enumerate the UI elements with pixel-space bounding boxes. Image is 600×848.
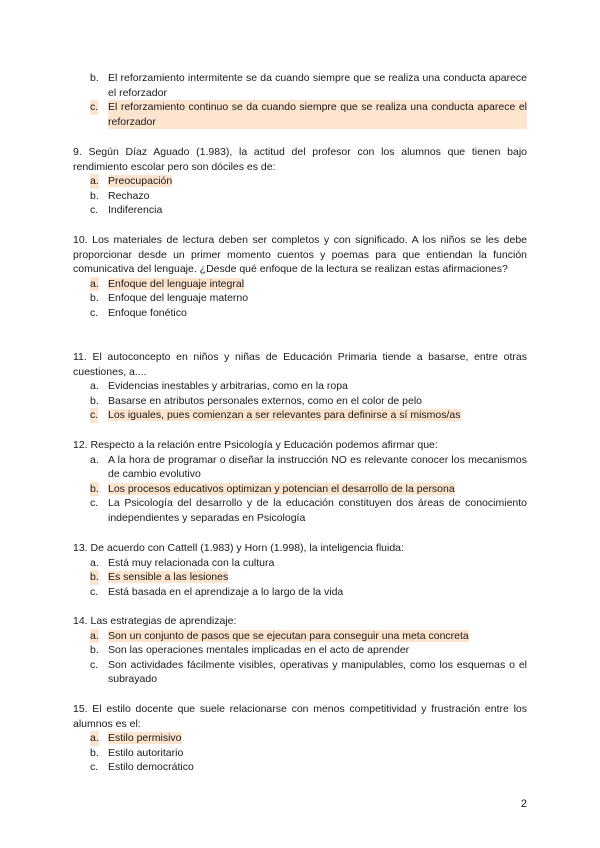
option-c-highlighted (73, 100, 527, 129)
option-text: Los iguales, pues comienzan a ser relevantes para definirse a sí mismos/as (108, 409, 461, 422)
option-a (73, 379, 527, 394)
option-b (73, 291, 527, 306)
option-b (73, 189, 527, 204)
option-letter: b. (90, 394, 99, 407)
option-text: Estilo democrático (108, 761, 194, 774)
question-text: 11. El autoconcepto en niños y niñas de Educación Primaria tiende a basarse, entre otras cuestiones, a.... (73, 351, 527, 378)
option-text: Enfoque del lenguaje materno (108, 292, 249, 305)
option-letter: b. (90, 72, 99, 84)
option-text: Son un conjunto de pasos que se ejecutan para conseguir una meta concreta (108, 629, 469, 642)
option-text: Está muy relacionada con la cultura (108, 556, 275, 569)
option-b-highlighted (73, 570, 527, 585)
option-b (73, 394, 527, 409)
option-text: Evidencias inestables y arbitrarias, como en la ropa (108, 380, 348, 393)
option-c (73, 658, 527, 687)
option-letter: b. (90, 292, 99, 305)
option-c (73, 496, 527, 525)
option-text: Estilo autoritario (108, 746, 184, 759)
option-letter: c. (90, 658, 99, 671)
option-text: Son las operaciones mentales implicadas en el acto de aprender (108, 644, 410, 657)
option-text: Es sensible a las lesiones (108, 571, 229, 584)
option-b-highlighted (73, 482, 527, 497)
option-text: Está basada en el aprendizaje a lo largo de la vida (108, 585, 344, 598)
option-letter: a. (90, 453, 99, 466)
option-text: Preocupación (108, 175, 173, 188)
option-a (73, 556, 527, 571)
option-text: Los procesos educativos optimizan y potencian el desarrollo de la persona (108, 482, 455, 495)
option-letter: a. (90, 380, 99, 393)
question-text: 10. Los materiales de lectura deben ser completos y con significado. A los niños se les debe proporcionar desde un primer momento cuentos y poemas para que entiendan la función comunicativa del lenguaje. ¿Desde qué enfoque de la lectura se realizan estas afirmaciones? (73, 234, 527, 276)
option-text: Enfoque del lenguaje integral (108, 277, 245, 290)
option-b (73, 71, 527, 100)
question-text: 14. Las estrategias de aprendizaje: (73, 615, 237, 627)
question-text: 15. El estilo docente que suele relacionarse con menos competitividad y frustración entre los alumnos es el: (73, 703, 527, 730)
option-text: A la hora de programar o diseñar la instrucción NO es relevante conocer los mecanismos de cambio evolutivo (108, 453, 527, 481)
option-letter: c. (90, 409, 99, 422)
question-15 (73, 702, 527, 775)
option-letter: c. (90, 204, 99, 217)
option-a-highlighted (73, 629, 527, 644)
option-letter: b. (90, 746, 99, 759)
option-a-highlighted (73, 174, 527, 189)
option-letter: b. (90, 571, 99, 584)
option-text: Estilo permisivo (108, 732, 182, 745)
option-text: El reforzamiento intermitente se da cuando siempre que se realiza una conducta aparece el reforzador (108, 72, 527, 99)
option-letter: a. (90, 277, 99, 290)
option-letter: a. (90, 175, 99, 188)
option-text: Rechazo (108, 189, 150, 202)
option-text: Enfoque fonético (108, 306, 187, 319)
question-12 (73, 438, 527, 526)
page-number: 2 (520, 798, 527, 810)
question-text: 13. De acuerdo con Cattell (1.983) y Horn (1.998), la inteligencia fluida: (73, 542, 404, 554)
option-letter: c. (90, 306, 99, 319)
question-10 (73, 233, 527, 321)
option-letter: c. (90, 101, 99, 114)
option-c (73, 203, 527, 218)
option-letter: a. (90, 556, 99, 569)
option-a (73, 453, 527, 482)
option-text: Indiferencia (108, 204, 163, 217)
option-b (73, 746, 527, 761)
option-c (73, 306, 527, 321)
option-letter: c. (90, 585, 99, 598)
option-c (73, 585, 527, 600)
option-letter: b. (90, 644, 99, 657)
option-letter: a. (90, 732, 99, 745)
previous-question-options (73, 71, 527, 129)
question-11 (73, 350, 527, 423)
option-c (73, 760, 527, 775)
question-9 (73, 145, 527, 218)
option-text: La Psicología del desarrollo y de la educación constituyen dos áreas de conocimiento independientes y separadas en Psicología (108, 497, 527, 524)
option-a-highlighted (73, 731, 527, 746)
option-c-highlighted (73, 408, 527, 423)
question-13 (73, 541, 527, 599)
question-14 (73, 614, 527, 687)
option-letter: b. (90, 189, 99, 202)
question-text: 9. Según Díaz Aguado (1.983), la actitud del profesor con los alumnos que tienen bajo rendimiento escolar pero son dóciles es de: (73, 146, 527, 173)
option-letter: c. (90, 761, 99, 774)
option-text: El reforzamiento continuo se da cuando siempre que se realiza una conducta aparece el reforzador (108, 101, 527, 128)
option-a-highlighted (73, 277, 527, 292)
option-letter: a. (90, 629, 99, 642)
option-letter: c. (90, 497, 99, 510)
question-text: 12. Respecto a la relación entre Psicología y Educación podemos afirmar que: (73, 439, 438, 451)
option-letter: b. (90, 482, 99, 495)
option-b (73, 643, 527, 658)
option-text: Son actividades fácilmente visibles, operativas y manipulables, como los esquemas o el subrayado (108, 658, 527, 686)
option-text: Basarse en atributos personales externos, como en el color de pelo (108, 394, 423, 407)
